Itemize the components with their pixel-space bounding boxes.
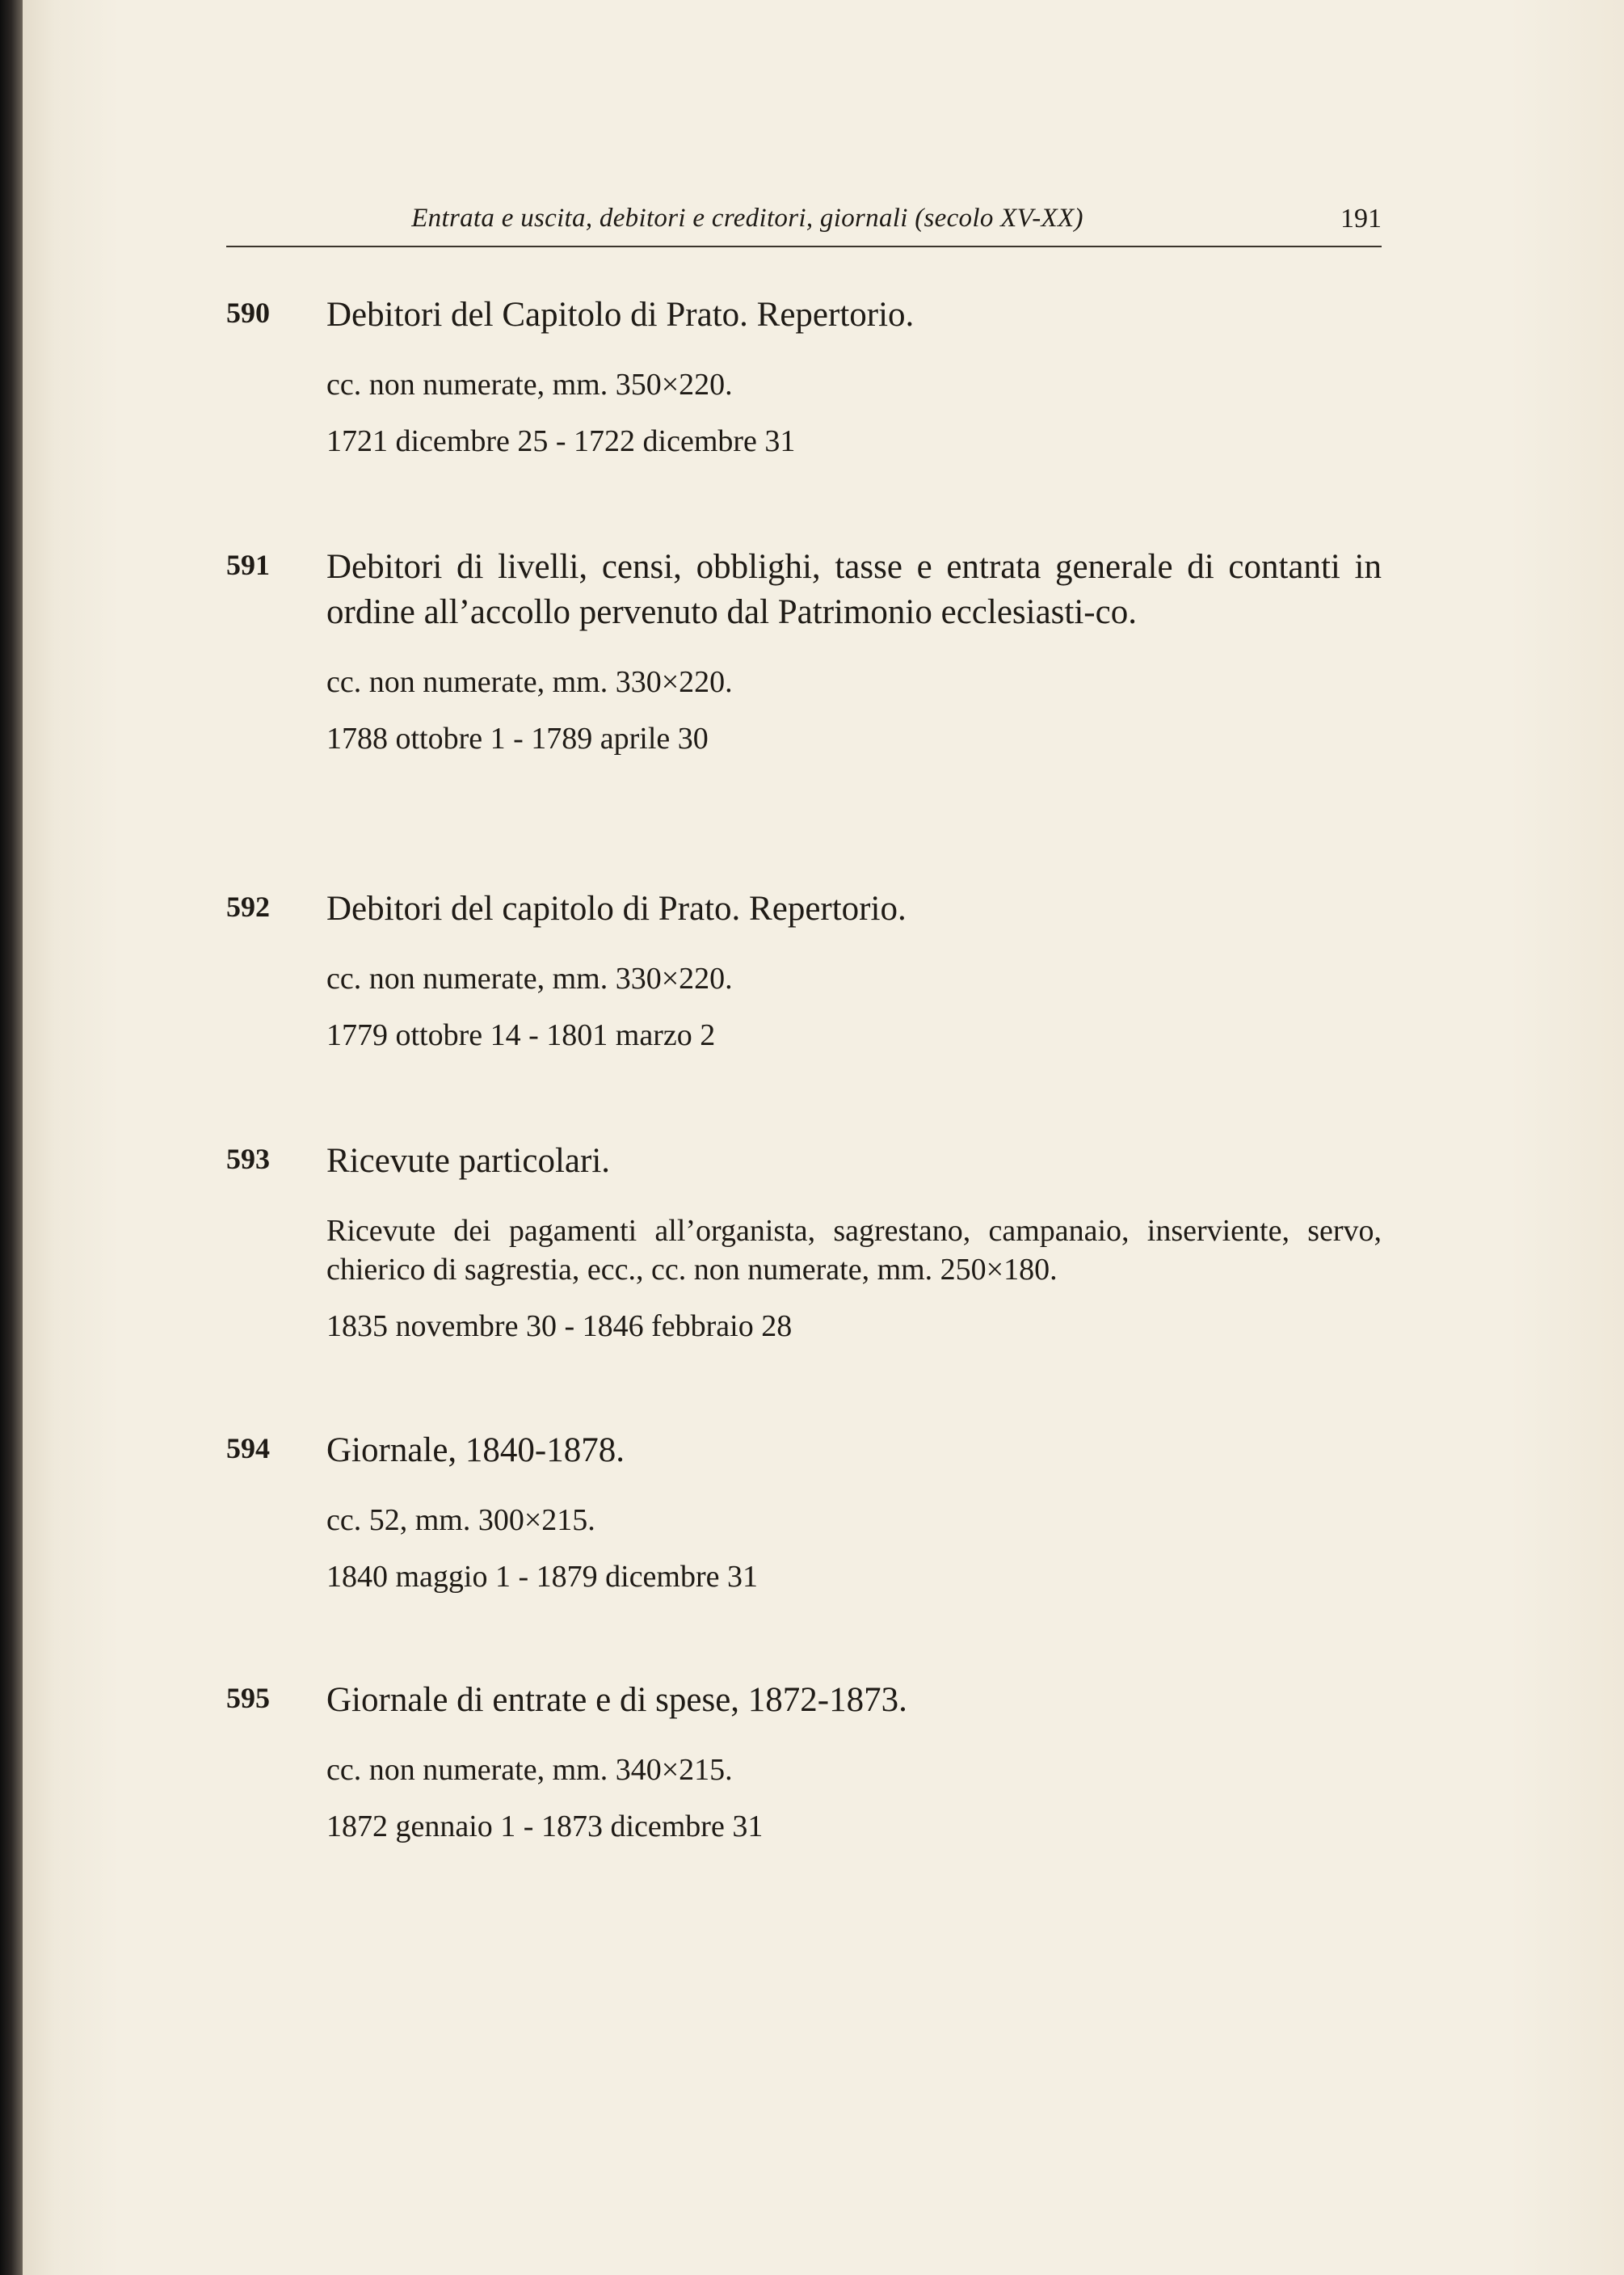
running-title: Entrata e uscita, debitori e creditori, giornali (secolo XV-XX) bbox=[411, 204, 1083, 233]
entry-number: 594 bbox=[226, 1432, 270, 1464]
page-header bbox=[226, 202, 1382, 247]
entry-dates: 1788 ottobre 1 - 1789 aprile 30 bbox=[326, 722, 709, 756]
entry-dates: 1721 dicembre 25 - 1722 dicembre 31 bbox=[326, 424, 796, 458]
entry-title: Debitori del capitolo di Prato. Repertorio. bbox=[326, 890, 907, 928]
book-spine-shadow bbox=[0, 0, 23, 2275]
entry-number: 590 bbox=[226, 297, 270, 329]
entry-body bbox=[326, 1428, 1382, 1596]
entry-dates: 1872 gennaio 1 - 1873 dicembre 31 bbox=[326, 1809, 764, 1843]
page-number: 191 bbox=[1340, 204, 1382, 234]
entry-number: 593 bbox=[226, 1143, 270, 1175]
entry-description: cc. non numerate, mm. 330×220. bbox=[326, 665, 733, 699]
entry-dates: 1840 maggio 1 - 1879 dicembre 31 bbox=[326, 1560, 759, 1594]
entry-description: cc. non numerate, mm. 340×215. bbox=[326, 1753, 733, 1787]
entry-title: Debitori del Capitolo di Prato. Repertorio. bbox=[326, 296, 915, 334]
entry-dates: 1779 ottobre 14 - 1801 marzo 2 bbox=[326, 1018, 716, 1052]
entry-description: cc. non numerate, mm. 350×220. bbox=[326, 368, 733, 402]
entry-title: Giornale di entrate e di spese, 1872-1873. bbox=[326, 1681, 907, 1719]
entry-number: 592 bbox=[226, 891, 270, 923]
entry-title: Debitori di livelli, censi, obblighi, tasse e entrata generale di contanti in ordine all’accollo pervenuto dal Patrimonio ecclesiasti-co. bbox=[326, 548, 1382, 631]
entry-body bbox=[326, 545, 1382, 758]
entry-title: Ricevute particolari. bbox=[326, 1142, 611, 1180]
entry-description: cc. 52, mm. 300×215. bbox=[326, 1503, 595, 1537]
entry-description: cc. non numerate, mm. 330×220. bbox=[326, 962, 733, 996]
entry-number: 591 bbox=[226, 549, 270, 581]
entry-body bbox=[326, 1139, 1382, 1346]
entry-number: 595 bbox=[226, 1682, 270, 1714]
entry-body bbox=[326, 1678, 1382, 1846]
entry-description: Ricevute dei pagamenti all’organista, sagrestano, campanaio, inserviente, servo, chierico di sagrestia, ecc., cc. non numerate, mm. 250×180. bbox=[326, 1214, 1382, 1287]
entry-body bbox=[326, 887, 1382, 1055]
entry-dates: 1835 novembre 30 - 1846 febbraio 28 bbox=[326, 1309, 793, 1343]
entry-body bbox=[326, 293, 1382, 461]
entry-title: Giornale, 1840-1878. bbox=[326, 1431, 625, 1469]
